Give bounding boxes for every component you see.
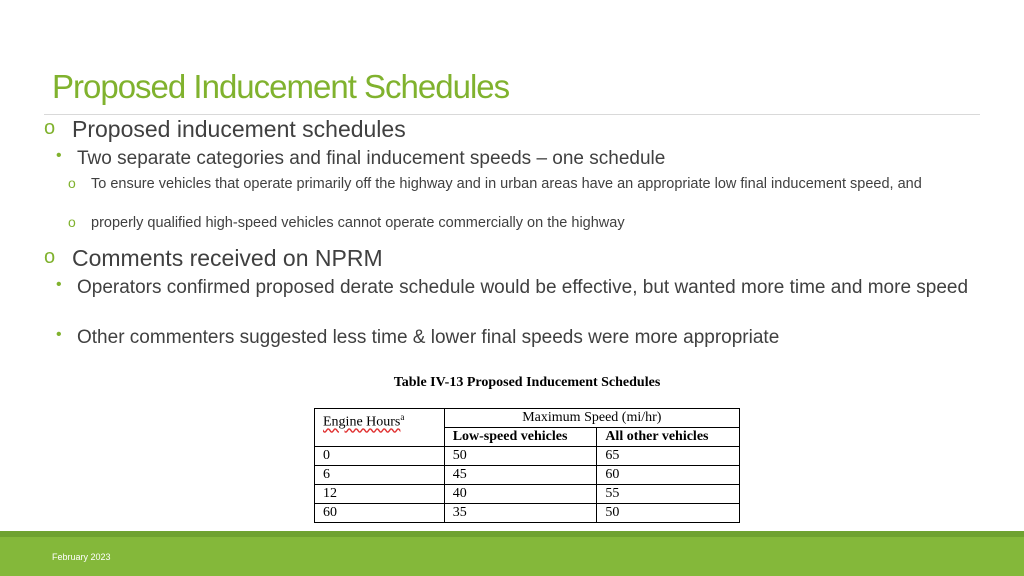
dot-bullet-icon: • — [56, 147, 62, 164]
dot-bullet-icon: • — [56, 326, 62, 343]
dot-bullet-icon: • — [56, 276, 62, 293]
cell-other: 55 — [597, 485, 740, 504]
cell-other: 50 — [597, 504, 740, 523]
footer-date: February 2023 — [52, 552, 111, 562]
engine-hours-label: Engine Hours — [323, 414, 401, 430]
cell-low-speed: 35 — [444, 504, 597, 523]
bullet-text: Operators confirmed proposed derate schedule would be effective, but wanted more time and more speed — [77, 277, 969, 298]
cell-low-speed: 45 — [444, 466, 597, 485]
cell-hours: 6 — [315, 466, 445, 485]
bullet-text: properly qualified high-speed vehicles cannot operate commercially on the highway — [91, 215, 625, 231]
cell-other: 65 — [597, 447, 740, 466]
bullet-text: To ensure vehicles that operate primarily off the highway and in urban areas have an appropriate low final inducement speed, and — [91, 176, 922, 192]
cell-hours: 0 — [315, 447, 445, 466]
bullet-text: Two separate categories and final inducement speeds – one schedule — [77, 148, 666, 169]
cell-low-speed: 40 — [444, 485, 597, 504]
footnote-marker: a — [400, 412, 405, 422]
bullet-text: Other commenters suggested less time & lower final speeds were more appropriate — [77, 327, 780, 348]
engine-hours-header — [315, 409, 445, 447]
hollow-circle-bullet-icon: o — [68, 214, 76, 230]
max-speed-header: Maximum Speed (mi/hr) — [444, 409, 739, 428]
slide-title: Proposed Inducement Schedules — [52, 68, 510, 105]
hollow-circle-bullet-icon: o — [68, 175, 76, 191]
table-caption: Table IV-13 Proposed Inducement Schedules — [393, 375, 661, 390]
hollow-circle-bullet-icon: o — [44, 246, 56, 268]
cell-other: 60 — [597, 466, 740, 485]
footer-band — [0, 537, 1024, 576]
table-row — [315, 504, 740, 523]
inducement-schedule-table — [314, 408, 740, 523]
table-row — [315, 447, 740, 466]
bullet-text: Proposed inducement schedules — [72, 116, 406, 142]
table-header-row — [315, 409, 740, 428]
hollow-circle-bullet-icon: o — [44, 117, 56, 139]
cell-hours: 60 — [315, 504, 445, 523]
cell-hours: 12 — [315, 485, 445, 504]
bullet-text: Comments received on NPRM — [72, 245, 383, 271]
low-speed-header: Low-speed vehicles — [444, 428, 597, 447]
table-row — [315, 485, 740, 504]
other-vehicles-header: All other vehicles — [597, 428, 740, 447]
title-divider — [44, 114, 980, 115]
cell-low-speed: 50 — [444, 447, 597, 466]
table-row — [315, 466, 740, 485]
